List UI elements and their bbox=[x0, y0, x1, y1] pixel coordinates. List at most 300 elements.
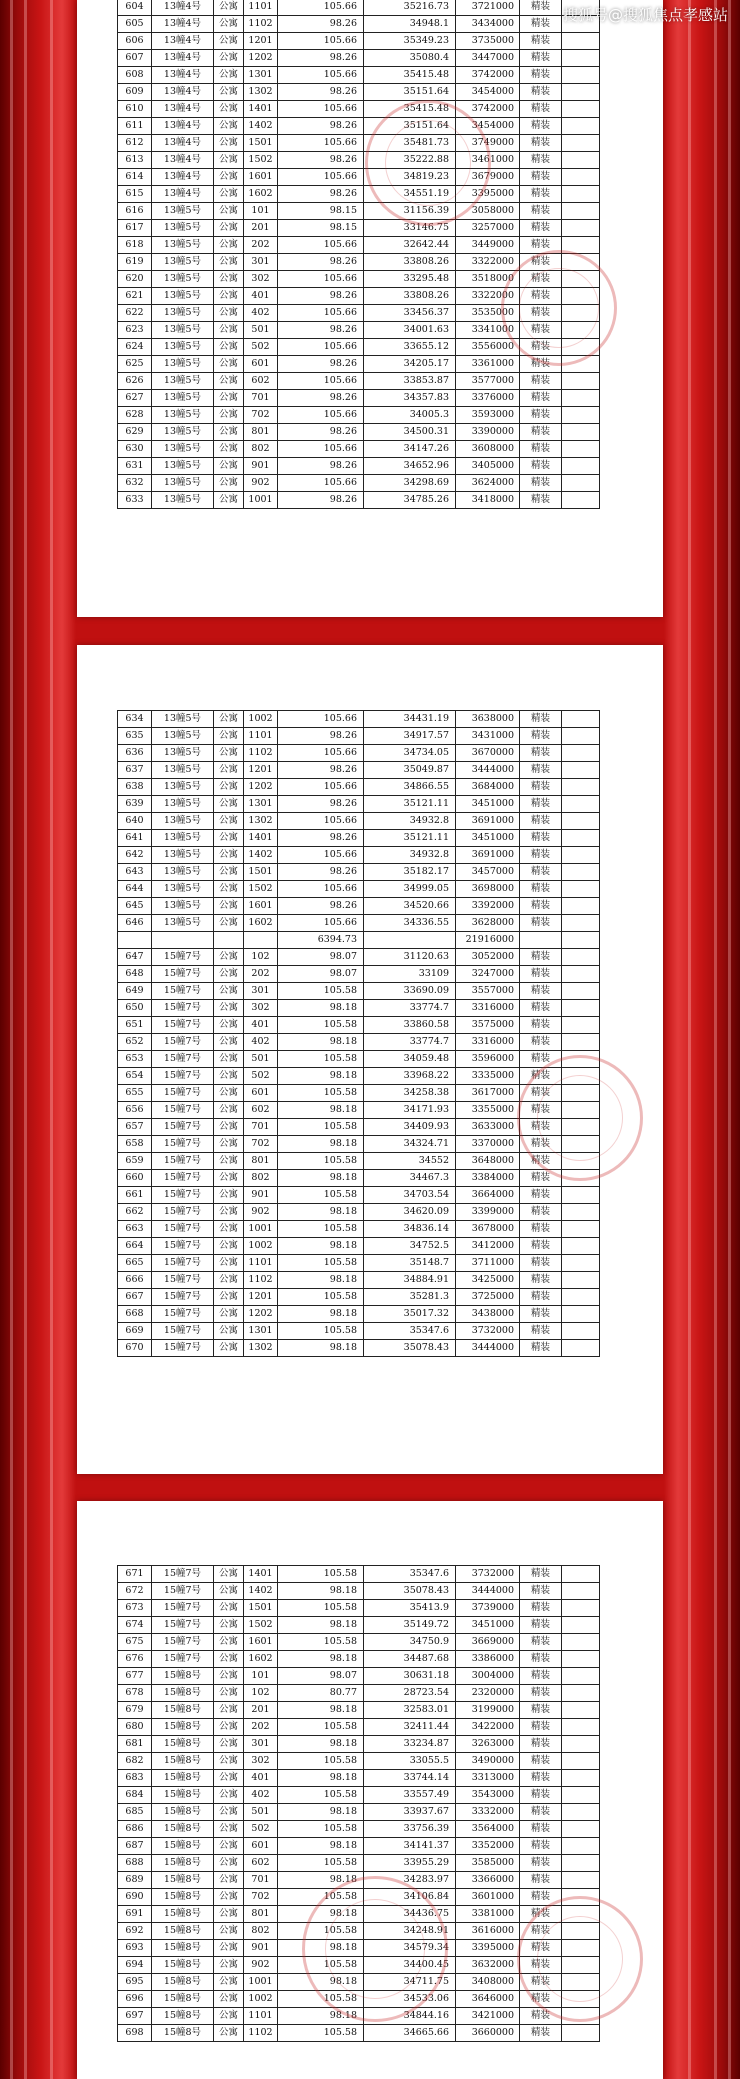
building-cell: 13幢4号 bbox=[152, 84, 214, 101]
total-price-cell: 3447000 bbox=[456, 50, 520, 67]
table-row bbox=[118, 1600, 600, 1617]
room-number-cell: 602 bbox=[244, 1855, 278, 1872]
remark-cell bbox=[562, 1566, 600, 1583]
room-number-cell: 201 bbox=[244, 1702, 278, 1719]
table-row bbox=[118, 1923, 600, 1940]
unit-price-cell: 34785.26 bbox=[364, 492, 456, 509]
row-number-cell: 644 bbox=[118, 881, 152, 898]
room-number-cell: 1301 bbox=[244, 796, 278, 813]
usage-cell: 公寓 bbox=[214, 1617, 244, 1634]
decoration-cell: 精装 bbox=[520, 1804, 562, 1821]
area-cell: 98.26 bbox=[278, 390, 364, 407]
usage-cell: 公寓 bbox=[214, 1034, 244, 1051]
decoration-cell: 精装 bbox=[520, 966, 562, 983]
total-price-cell: 3648000 bbox=[456, 1153, 520, 1170]
row-number-cell: 666 bbox=[118, 1272, 152, 1289]
area-cell: 98.15 bbox=[278, 203, 364, 220]
decoration-cell: 精装 bbox=[520, 322, 562, 339]
building-cell: 15幢7号 bbox=[152, 1204, 214, 1221]
total-price-cell: 3316000 bbox=[456, 1000, 520, 1017]
row-number-cell: 640 bbox=[118, 813, 152, 830]
usage-cell: 公寓 bbox=[214, 1651, 244, 1668]
remark-cell bbox=[562, 1974, 600, 1991]
room-number-cell: 1401 bbox=[244, 1566, 278, 1583]
row-number-cell: 626 bbox=[118, 373, 152, 390]
usage-cell: 公寓 bbox=[214, 186, 244, 203]
area-cell: 98.18 bbox=[278, 1170, 364, 1187]
decoration-cell: 精装 bbox=[520, 1668, 562, 1685]
table-row bbox=[118, 1102, 600, 1119]
table-row bbox=[118, 1238, 600, 1255]
total-price-cell: 3632000 bbox=[456, 1957, 520, 1974]
usage-cell: 公寓 bbox=[214, 1085, 244, 1102]
total-price-cell: 3422000 bbox=[456, 1719, 520, 1736]
building-cell: 13幢5号 bbox=[152, 762, 214, 779]
unit-price-cell: 34298.69 bbox=[364, 475, 456, 492]
row-number-cell: 609 bbox=[118, 84, 152, 101]
row-number-cell: 606 bbox=[118, 33, 152, 50]
usage-cell: 公寓 bbox=[214, 745, 244, 762]
usage-cell: 公寓 bbox=[214, 1889, 244, 1906]
building-cell: 15幢8号 bbox=[152, 1821, 214, 1838]
building-cell: 15幢8号 bbox=[152, 1685, 214, 1702]
table-row bbox=[118, 1719, 600, 1736]
decoration-cell: 精装 bbox=[520, 1787, 562, 1804]
decoration-cell: 精装 bbox=[520, 1855, 562, 1872]
row-number-cell: 648 bbox=[118, 966, 152, 983]
building-cell: 13幢5号 bbox=[152, 424, 214, 441]
decoration-cell: 精装 bbox=[520, 1102, 562, 1119]
total-price-cell: 3386000 bbox=[456, 1651, 520, 1668]
unit-price-cell: 34711.75 bbox=[364, 1974, 456, 1991]
building-cell: 15幢7号 bbox=[152, 1068, 214, 1085]
decoration-cell: 精装 bbox=[520, 813, 562, 830]
usage-cell: 公寓 bbox=[214, 1991, 244, 2008]
table-row bbox=[118, 1221, 600, 1238]
row-number-cell: 659 bbox=[118, 1153, 152, 1170]
building-cell: 15幢8号 bbox=[152, 1940, 214, 1957]
table-row bbox=[118, 1255, 600, 1272]
remark-cell bbox=[562, 1102, 600, 1119]
area-cell: 98.18 bbox=[278, 1340, 364, 1357]
watermark-text: 搜狐号@搜狐焦点孝感站 bbox=[562, 6, 728, 24]
table-row bbox=[118, 983, 600, 1000]
usage-cell: 公寓 bbox=[214, 1787, 244, 1804]
total-price-cell: 3313000 bbox=[456, 1770, 520, 1787]
total-price-cell: 3395000 bbox=[456, 186, 520, 203]
table-row bbox=[118, 288, 600, 305]
building-cell: 13幢5号 bbox=[152, 864, 214, 881]
area-cell: 105.66 bbox=[278, 135, 364, 152]
decoration-cell: 精装 bbox=[520, 1340, 562, 1357]
building-cell: 13幢5号 bbox=[152, 779, 214, 796]
table-row bbox=[118, 1957, 600, 1974]
usage-cell: 公寓 bbox=[214, 847, 244, 864]
usage-cell: 公寓 bbox=[214, 949, 244, 966]
total-price-cell: 3679000 bbox=[456, 169, 520, 186]
row-number-cell: 688 bbox=[118, 1855, 152, 1872]
row-number-cell: 621 bbox=[118, 288, 152, 305]
unit-price-cell: 35151.64 bbox=[364, 84, 456, 101]
remark-cell bbox=[562, 50, 600, 67]
area-cell: 105.58 bbox=[278, 1017, 364, 1034]
total-price-cell: 3735000 bbox=[456, 33, 520, 50]
area-cell: 98.26 bbox=[278, 254, 364, 271]
unit-price-cell: 34533.06 bbox=[364, 1991, 456, 2008]
remark-cell bbox=[562, 847, 600, 864]
decoration-cell: 精装 bbox=[520, 711, 562, 728]
row-number-cell: 613 bbox=[118, 152, 152, 169]
row-number-cell: 616 bbox=[118, 203, 152, 220]
area-cell: 98.18 bbox=[278, 1906, 364, 1923]
room-number-cell: 301 bbox=[244, 254, 278, 271]
usage-cell: 公寓 bbox=[214, 779, 244, 796]
total-price-cell: 3725000 bbox=[456, 1289, 520, 1306]
remark-cell bbox=[562, 830, 600, 847]
unit-price-cell: 34750.9 bbox=[364, 1634, 456, 1651]
total-price-cell: 3628000 bbox=[456, 915, 520, 932]
remark-cell bbox=[562, 390, 600, 407]
area-cell: 98.26 bbox=[278, 830, 364, 847]
building-cell: 15幢8号 bbox=[152, 1736, 214, 1753]
table-row bbox=[118, 1566, 600, 1583]
total-price-cell: 3660000 bbox=[456, 2025, 520, 2042]
table-row bbox=[118, 1204, 600, 1221]
total-price-cell: 3366000 bbox=[456, 1872, 520, 1889]
decoration-cell: 精装 bbox=[520, 390, 562, 407]
remark-cell bbox=[562, 220, 600, 237]
usage-cell: 公寓 bbox=[214, 2008, 244, 2025]
unit-price-cell: 33756.39 bbox=[364, 1821, 456, 1838]
area-cell: 105.58 bbox=[278, 1753, 364, 1770]
room-number-cell: 902 bbox=[244, 1204, 278, 1221]
decoration-cell: 精装 bbox=[520, 1221, 562, 1238]
unit-price-cell: 33808.26 bbox=[364, 288, 456, 305]
usage-cell bbox=[214, 932, 244, 949]
decoration-cell: 精装 bbox=[520, 152, 562, 169]
total-price-cell: 3399000 bbox=[456, 1204, 520, 1221]
room-number-cell: 1402 bbox=[244, 118, 278, 135]
usage-cell: 公寓 bbox=[214, 322, 244, 339]
remark-cell bbox=[562, 169, 600, 186]
building-cell: 15幢8号 bbox=[152, 1770, 214, 1787]
table-row bbox=[118, 1770, 600, 1787]
row-number-cell: 637 bbox=[118, 762, 152, 779]
total-price-cell: 3691000 bbox=[456, 813, 520, 830]
decoration-cell: 精装 bbox=[520, 237, 562, 254]
area-cell: 105.58 bbox=[278, 1153, 364, 1170]
unit-price-cell: 34520.66 bbox=[364, 898, 456, 915]
decoration-cell: 精装 bbox=[520, 1119, 562, 1136]
remark-cell bbox=[562, 1906, 600, 1923]
building-cell: 15幢7号 bbox=[152, 1153, 214, 1170]
unit-price-cell: 34844.16 bbox=[364, 2008, 456, 2025]
building-cell: 13幢5号 bbox=[152, 237, 214, 254]
remark-cell bbox=[562, 1787, 600, 1804]
usage-cell: 公寓 bbox=[214, 711, 244, 728]
room-number-cell: 802 bbox=[244, 1170, 278, 1187]
room-number-cell: 302 bbox=[244, 271, 278, 288]
total-price-cell: 3564000 bbox=[456, 1821, 520, 1838]
usage-cell: 公寓 bbox=[214, 1753, 244, 1770]
total-price-cell: 3535000 bbox=[456, 305, 520, 322]
remark-cell bbox=[562, 1804, 600, 1821]
total-price-cell: 3518000 bbox=[456, 271, 520, 288]
total-price-cell: 3405000 bbox=[456, 458, 520, 475]
usage-cell: 公寓 bbox=[214, 0, 244, 16]
building-cell: 13幢5号 bbox=[152, 898, 214, 915]
usage-cell: 公寓 bbox=[214, 1187, 244, 1204]
total-price-cell: 3335000 bbox=[456, 1068, 520, 1085]
unit-price-cell: 34357.83 bbox=[364, 390, 456, 407]
total-price-cell: 3596000 bbox=[456, 1051, 520, 1068]
building-cell: 15幢7号 bbox=[152, 1651, 214, 1668]
unit-price-cell: 34436.75 bbox=[364, 1906, 456, 1923]
table-row bbox=[118, 67, 600, 84]
area-cell: 105.58 bbox=[278, 1855, 364, 1872]
row-number-cell: 646 bbox=[118, 915, 152, 932]
remark-cell bbox=[562, 1957, 600, 1974]
total-price-cell: 3454000 bbox=[456, 84, 520, 101]
building-cell: 13幢5号 bbox=[152, 271, 214, 288]
room-number-cell: 102 bbox=[244, 949, 278, 966]
total-price-cell: 3624000 bbox=[456, 475, 520, 492]
area-cell: 98.26 bbox=[278, 84, 364, 101]
remark-cell bbox=[562, 1085, 600, 1102]
area-cell: 98.18 bbox=[278, 1306, 364, 1323]
remark-cell bbox=[562, 1753, 600, 1770]
decoration-cell: 精装 bbox=[520, 169, 562, 186]
row-number-cell: 687 bbox=[118, 1838, 152, 1855]
room-number-cell: 1101 bbox=[244, 2008, 278, 2025]
row-number-cell: 628 bbox=[118, 407, 152, 424]
decoration-cell: 精装 bbox=[520, 16, 562, 33]
room-number-cell: 602 bbox=[244, 373, 278, 390]
room-number-cell: 1401 bbox=[244, 830, 278, 847]
usage-cell: 公寓 bbox=[214, 135, 244, 152]
usage-cell: 公寓 bbox=[214, 2025, 244, 2042]
unit-price-cell: 35413.9 bbox=[364, 1600, 456, 1617]
row-number-cell: 672 bbox=[118, 1583, 152, 1600]
table-row bbox=[118, 186, 600, 203]
building-cell: 15幢7号 bbox=[152, 1289, 214, 1306]
table-row bbox=[118, 1651, 600, 1668]
building-cell: 15幢8号 bbox=[152, 1753, 214, 1770]
table-row bbox=[118, 1119, 600, 1136]
remark-cell bbox=[562, 1600, 600, 1617]
area-cell: 98.15 bbox=[278, 220, 364, 237]
total-price-cell: 3593000 bbox=[456, 407, 520, 424]
row-number-cell: 620 bbox=[118, 271, 152, 288]
unit-price-cell: 34205.17 bbox=[364, 356, 456, 373]
room-number-cell: 702 bbox=[244, 1136, 278, 1153]
row-number-cell: 645 bbox=[118, 898, 152, 915]
decoration-cell: 精装 bbox=[520, 220, 562, 237]
document-page-2 bbox=[77, 645, 663, 1474]
usage-cell: 公寓 bbox=[214, 1272, 244, 1289]
decoration-cell: 精装 bbox=[520, 949, 562, 966]
building-cell: 15幢7号 bbox=[152, 1119, 214, 1136]
room-number-cell: 901 bbox=[244, 1940, 278, 1957]
room-number-cell: 702 bbox=[244, 1889, 278, 1906]
total-price-cell: 3451000 bbox=[456, 830, 520, 847]
usage-cell: 公寓 bbox=[214, 84, 244, 101]
unit-price-cell: 35222.88 bbox=[364, 152, 456, 169]
row-number-cell: 627 bbox=[118, 390, 152, 407]
usage-cell: 公寓 bbox=[214, 1204, 244, 1221]
row-number-cell: 657 bbox=[118, 1119, 152, 1136]
usage-cell: 公寓 bbox=[214, 339, 244, 356]
usage-cell: 公寓 bbox=[214, 33, 244, 50]
building-cell: 15幢7号 bbox=[152, 1085, 214, 1102]
row-number-cell: 634 bbox=[118, 711, 152, 728]
decoration-cell: 精装 bbox=[520, 1187, 562, 1204]
table-row bbox=[118, 2008, 600, 2025]
decoration-cell: 精装 bbox=[520, 796, 562, 813]
area-cell: 98.26 bbox=[278, 186, 364, 203]
total-price-cell: 3691000 bbox=[456, 847, 520, 864]
usage-cell: 公寓 bbox=[214, 16, 244, 33]
usage-cell: 公寓 bbox=[214, 1668, 244, 1685]
total-price-cell: 2320000 bbox=[456, 1685, 520, 1702]
row-number-cell: 669 bbox=[118, 1323, 152, 1340]
decoration-cell: 精装 bbox=[520, 373, 562, 390]
row-number-cell: 651 bbox=[118, 1017, 152, 1034]
remark-cell bbox=[562, 1702, 600, 1719]
room-number-cell: 401 bbox=[244, 1017, 278, 1034]
building-cell: 13幢4号 bbox=[152, 0, 214, 16]
building-cell: 13幢5号 bbox=[152, 220, 214, 237]
table-row bbox=[118, 1804, 600, 1821]
unit-price-cell: 34620.09 bbox=[364, 1204, 456, 1221]
area-cell: 98.18 bbox=[278, 1617, 364, 1634]
area-cell: 98.18 bbox=[278, 1204, 364, 1221]
decoration-cell: 精装 bbox=[520, 407, 562, 424]
area-cell: 98.26 bbox=[278, 762, 364, 779]
row-number-cell: 630 bbox=[118, 441, 152, 458]
decoration-cell: 精装 bbox=[520, 1323, 562, 1340]
unit-price-cell: 35415.48 bbox=[364, 101, 456, 118]
table-row bbox=[118, 779, 600, 796]
table-row bbox=[118, 390, 600, 407]
row-number-cell: 693 bbox=[118, 1940, 152, 1957]
unit-price-cell: 32583.01 bbox=[364, 1702, 456, 1719]
building-cell: 15幢8号 bbox=[152, 1804, 214, 1821]
remark-cell bbox=[562, 288, 600, 305]
room-number-cell: 301 bbox=[244, 983, 278, 1000]
table-row bbox=[118, 135, 600, 152]
total-price-cell: 3633000 bbox=[456, 1119, 520, 1136]
remark-cell bbox=[562, 271, 600, 288]
total-price-cell: 3457000 bbox=[456, 864, 520, 881]
total-price-cell: 3575000 bbox=[456, 1017, 520, 1034]
row-number-cell: 685 bbox=[118, 1804, 152, 1821]
row-number-cell: 612 bbox=[118, 135, 152, 152]
unit-price-cell: 28723.54 bbox=[364, 1685, 456, 1702]
room-number-cell: 401 bbox=[244, 288, 278, 305]
building-cell: 15幢7号 bbox=[152, 1136, 214, 1153]
decoration-cell: 精装 bbox=[520, 1238, 562, 1255]
unit-price-cell: 34147.26 bbox=[364, 441, 456, 458]
unit-price-cell: 35121.11 bbox=[364, 830, 456, 847]
remark-cell bbox=[562, 84, 600, 101]
building-cell: 13幢5号 bbox=[152, 254, 214, 271]
room-number-cell: 1101 bbox=[244, 1255, 278, 1272]
total-price-cell: 3601000 bbox=[456, 1889, 520, 1906]
table-row bbox=[118, 796, 600, 813]
room-number-cell: 402 bbox=[244, 305, 278, 322]
usage-cell: 公寓 bbox=[214, 390, 244, 407]
unit-price-cell: 34324.71 bbox=[364, 1136, 456, 1153]
total-price-cell: 3322000 bbox=[456, 288, 520, 305]
unit-price-cell: 35415.48 bbox=[364, 67, 456, 84]
room-number-cell: 501 bbox=[244, 1804, 278, 1821]
table-row bbox=[118, 1583, 600, 1600]
area-cell: 98.26 bbox=[278, 50, 364, 67]
row-number-cell: 614 bbox=[118, 169, 152, 186]
unit-price-cell: 35349.23 bbox=[364, 33, 456, 50]
area-cell: 105.58 bbox=[278, 1600, 364, 1617]
usage-cell: 公寓 bbox=[214, 1719, 244, 1736]
document-page-3 bbox=[77, 1501, 663, 2079]
row-number-cell: 624 bbox=[118, 339, 152, 356]
usage-cell: 公寓 bbox=[214, 1170, 244, 1187]
remark-cell bbox=[562, 1323, 600, 1340]
usage-cell: 公寓 bbox=[214, 1017, 244, 1034]
area-cell: 105.58 bbox=[278, 1187, 364, 1204]
table-row bbox=[118, 492, 600, 509]
decoration-cell: 精装 bbox=[520, 762, 562, 779]
unit-price-cell: 34106.84 bbox=[364, 1889, 456, 1906]
unit-price-cell: 31156.39 bbox=[364, 203, 456, 220]
remark-cell bbox=[562, 1119, 600, 1136]
remark-cell bbox=[562, 1872, 600, 1889]
room-number-cell: 402 bbox=[244, 1034, 278, 1051]
total-price-cell: 3392000 bbox=[456, 898, 520, 915]
decoration-cell: 精装 bbox=[520, 458, 562, 475]
total-price-cell: 3384000 bbox=[456, 1170, 520, 1187]
usage-cell: 公寓 bbox=[214, 1051, 244, 1068]
decoration-cell: 精装 bbox=[520, 1685, 562, 1702]
table-row bbox=[118, 915, 600, 932]
room-number-cell: 801 bbox=[244, 1906, 278, 1923]
table-row bbox=[118, 322, 600, 339]
table-row bbox=[118, 1289, 600, 1306]
remark-cell bbox=[562, 983, 600, 1000]
area-cell: 98.26 bbox=[278, 322, 364, 339]
area-cell: 105.66 bbox=[278, 711, 364, 728]
room-number-cell: 1202 bbox=[244, 50, 278, 67]
room-number-cell: 101 bbox=[244, 1668, 278, 1685]
unit-price-cell: 33744.14 bbox=[364, 1770, 456, 1787]
row-number-cell: 695 bbox=[118, 1974, 152, 1991]
usage-cell: 公寓 bbox=[214, 1306, 244, 1323]
room-number-cell: 1102 bbox=[244, 16, 278, 33]
unit-price-cell: 35281.3 bbox=[364, 1289, 456, 1306]
area-cell: 98.18 bbox=[278, 1702, 364, 1719]
usage-cell: 公寓 bbox=[214, 50, 244, 67]
total-price-cell: 3322000 bbox=[456, 254, 520, 271]
usage-cell: 公寓 bbox=[214, 1855, 244, 1872]
room-number-cell: 1002 bbox=[244, 711, 278, 728]
document-page-1 bbox=[77, 0, 663, 617]
usage-cell: 公寓 bbox=[214, 1821, 244, 1838]
unit-price-cell: 34836.14 bbox=[364, 1221, 456, 1238]
table-row bbox=[118, 745, 600, 762]
building-cell: 15幢8号 bbox=[152, 1923, 214, 1940]
decoration-cell: 精装 bbox=[520, 0, 562, 16]
remark-cell bbox=[562, 1289, 600, 1306]
